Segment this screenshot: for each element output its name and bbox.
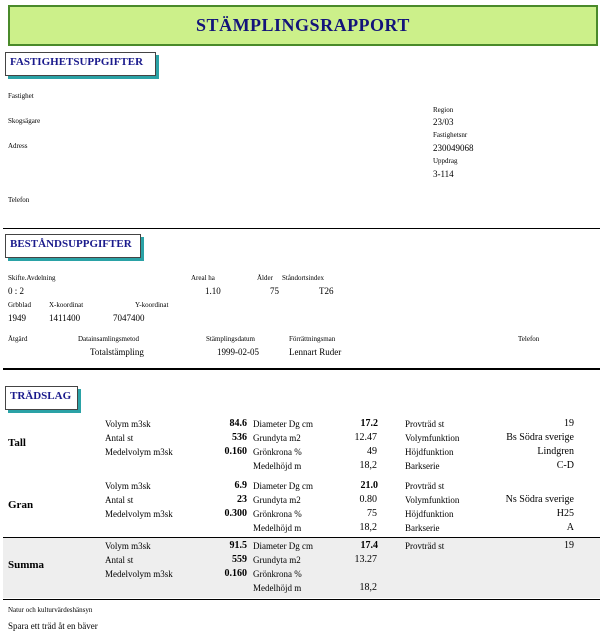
grundyta-value: 13.27 (354, 554, 377, 565)
forrattning-label: Förrättningsman (289, 335, 336, 343)
medelhojd-label: Medelhöjd m (253, 461, 302, 471)
gronkrona-label: Grönkrona % (253, 447, 302, 457)
antal-value: 559 (232, 554, 247, 565)
barkserie-label: Barkserie (405, 523, 440, 533)
medelvolym-value: 0.300 (224, 508, 247, 519)
volym-label: Volym m3sk (105, 541, 151, 551)
divider (3, 228, 600, 229)
antal-label: Antal st (105, 495, 134, 505)
gronkrona-label: Grönkrona % (253, 509, 302, 519)
areal-label: Areal ha (191, 274, 215, 282)
section-header-fastighet: FASTIGHETSUPPGIFTER (5, 52, 156, 76)
datum-value: 1999-02-05 (217, 347, 259, 357)
hojdfunktion-value: Lindgren (537, 446, 574, 457)
alder-value: 75 (270, 286, 279, 296)
natur-label: Natur och kulturvärdeshänsyn (8, 606, 93, 614)
volym-value: 91.5 (229, 540, 247, 551)
grundyta-label: Grundyta m2 (253, 555, 301, 565)
diameter-label: Diameter Dg cm (253, 419, 313, 429)
antal-value: 536 (232, 432, 247, 443)
provtrad-value: 19 (564, 540, 574, 551)
hojdfunktion-value: H25 (556, 508, 574, 519)
provtrad-label: Provträd st (405, 419, 445, 429)
hojdfunktion-label: Höjdfunktion (405, 509, 454, 519)
region-label: Region (433, 106, 454, 114)
uppdrag-value: 3-114 (433, 169, 454, 179)
fastighetsnr-label: Fastighetsnr (433, 131, 468, 139)
gronkrona-label: Grönkrona % (253, 569, 302, 579)
hojdfunktion-label: Höjdfunktion (405, 447, 454, 457)
species-name: Tall (8, 437, 26, 449)
provtrad-value: 19 (564, 418, 574, 429)
species-name: Gran (8, 499, 34, 511)
medelhojd-value: 18,2 (359, 522, 377, 533)
atgard-label: Åtgärd (8, 335, 28, 343)
antal-label: Antal st (105, 433, 134, 443)
ykoord-label: Y-koordinat (135, 301, 169, 309)
adress-label: Adress (8, 142, 28, 150)
grundyta-value: 0.80 (359, 494, 377, 505)
ykoord-value: 7047400 (113, 313, 145, 323)
grundyta-label: Grundyta m2 (253, 433, 301, 443)
volymfunktion-label: Volymfunktion (405, 433, 460, 443)
antal-value: 23 (237, 494, 247, 505)
diameter-value: 17.2 (360, 418, 378, 429)
provtrad-label: Provträd st (405, 481, 445, 491)
diameter-label: Diameter Dg cm (253, 481, 313, 491)
divider-thick (3, 368, 600, 370)
metod-value: Totalstämpling (90, 347, 144, 357)
standort-label: Ståndortsindex (282, 274, 324, 282)
gronkrona-value: 49 (367, 446, 377, 457)
medelhojd-value: 18,2 (359, 460, 377, 471)
medelvolym-value: 0.160 (224, 446, 247, 457)
grundyta-value: 12.47 (354, 432, 377, 443)
barkserie-value: C-D (556, 460, 574, 471)
volymfunktion-label: Volymfunktion (405, 495, 460, 505)
medelhojd-label: Medelhöjd m (253, 523, 302, 533)
xkoord-value: 1411400 (49, 313, 81, 323)
antal-label: Antal st (105, 555, 134, 565)
gronkrona-value: 75 (367, 508, 377, 519)
natur-value: Spara ett träd åt en bäver (8, 621, 98, 631)
medelvolym-label: Medelvolym m3sk (105, 447, 173, 457)
species-name: Summa (8, 559, 45, 571)
metod-label: Datainsamlingsmetod (78, 335, 140, 343)
provtrad-label: Provträd st (405, 541, 445, 551)
volym-value: 84.6 (229, 418, 247, 429)
title-banner (8, 5, 598, 46)
grbblad-label: Grbblad (8, 301, 31, 309)
datum-label: Stämplingsdatum (206, 335, 255, 343)
standort-value: T26 (319, 286, 334, 296)
medelvolym-value: 0.160 (224, 568, 247, 579)
skifte-label: Skifte.Avdelning (8, 274, 56, 282)
medelvolym-label: Medelvolym m3sk (105, 569, 173, 579)
uppdrag-label: Uppdrag (433, 157, 458, 165)
forrattning-value: Lennart Ruder (289, 347, 342, 357)
medelvolym-label: Medelvolym m3sk (105, 509, 173, 519)
volym-label: Volym m3sk (105, 481, 151, 491)
medelhojd-value: 18,2 (359, 582, 377, 593)
fastighet-label: Fastighet (8, 92, 34, 100)
section-header-tradslag: TRÄDSLAG (5, 386, 78, 410)
skogsagare-label: Skogsägare (8, 117, 41, 125)
skifte-value: 0 : 2 (8, 286, 25, 296)
volymfunktion-value: Ns Södra sverige (505, 494, 574, 505)
telefon-label: Telefon (8, 196, 30, 204)
report-title: STÄMPLINGSRAPPORT (196, 15, 410, 35)
bestand-telefon-label: Telefon (518, 335, 540, 343)
diameter-label: Diameter Dg cm (253, 541, 313, 551)
volymfunktion-value: Bs Södra sverige (506, 432, 574, 443)
region-value: 23/03 (433, 117, 454, 127)
xkoord-label: X-koordinat (49, 301, 84, 309)
divider (3, 599, 600, 600)
medelhojd-label: Medelhöjd m (253, 583, 302, 593)
alder-label: Ålder (257, 274, 273, 282)
fastighetsnr-value: 230049068 (433, 143, 474, 153)
barkserie-value: A (566, 522, 574, 533)
grundyta-label: Grundyta m2 (253, 495, 301, 505)
diameter-value: 21.0 (360, 480, 378, 491)
volym-label: Volym m3sk (105, 419, 151, 429)
barkserie-label: Barkserie (405, 461, 440, 471)
diameter-value: 17.4 (360, 540, 378, 551)
section-header-bestand: BESTÅNDSUPPGIFTER (5, 234, 141, 258)
grbblad-value: 1949 (8, 313, 26, 323)
areal-value: 1.10 (205, 286, 221, 296)
volym-value: 6.9 (234, 480, 247, 491)
